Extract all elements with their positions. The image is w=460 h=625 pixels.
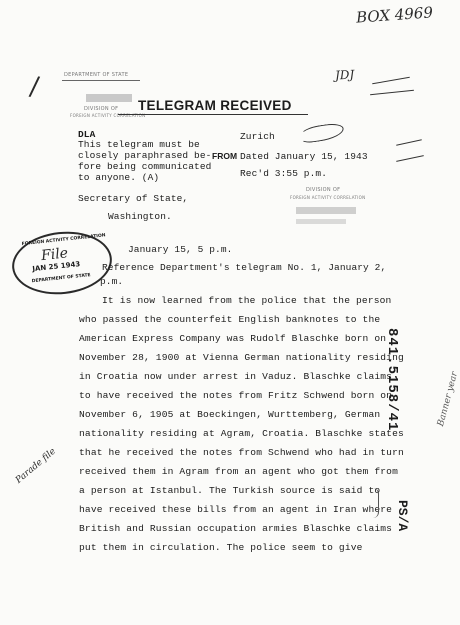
reference-line: Reference Department's telegram No. 1, January 2, [102,262,387,273]
address-line-1: Secretary of State, [78,193,189,204]
body-line-7: November 6, 1905 at Boeckingen, Wurttemberg, German [79,409,381,420]
file-stamp [9,227,115,299]
bracket-mark [370,488,379,518]
scribble-mark [299,122,345,144]
body-line-13: British and Russian occupation armies Blaschke claims [79,523,393,534]
file-number: 841.5158/41 [384,328,400,432]
received-line: Rec'd 3:55 p.m. [240,168,328,179]
top-stamp-line1: DEPARTMENT OF STATE [64,72,129,78]
reference-tail: p.m. [100,276,124,287]
margin-note-right: Banner year [436,370,460,428]
file-stamp-top: FOREIGN ACTIVITY CORRELATION [21,233,106,248]
body-line-2: who passed the counterfeit English banknotes to the [79,314,381,325]
body-line-9: that he received the notes from Schwend who had in turn [79,447,404,458]
message-date: January 15, 5 p.m. [128,244,233,255]
body-line-6: to have received the notes from Fritz Schwend born on [79,390,393,401]
strike-mark-3 [396,139,422,145]
right-stamp [290,185,374,225]
dated-line: Dated January 15, 1943 [240,151,368,162]
paraphrase-line-4: to anyone. (A) [78,172,160,183]
body-line-4: November 28, 1900 at Vienna German nationality residing [79,352,404,363]
body-line-5: in Croatia now under arrest in Vaduz. Blaschke claims [79,371,393,382]
telegram-title: TELEGRAM RECEIVED [138,98,292,113]
body-line-8: nationality residing at Agram, Croatia. Blaschke states [79,428,404,439]
body-line-14: put them in circulation. The police seem to give [79,542,363,553]
address-line-2: Washington. [108,211,172,222]
right-stamp-line1: DIVISION OF [306,187,341,193]
strike-mark-4 [396,155,424,162]
strike-mark-1 [372,77,410,85]
origin-city: Zurich [240,131,275,142]
from-label: FROM [212,151,238,161]
initials-annotation: JDJ [334,67,355,83]
paraphrase-line-1: This telegram must be [78,139,200,150]
strike-mark-2 [370,90,414,96]
telegram-code: DLA [78,129,96,140]
body-line-10: received them in Agram from an agent who got them from [79,466,398,477]
title-underline [118,114,308,115]
box-number-annotation: BOX 4969 [355,3,434,27]
body-line-1: It is now learned from the police that the person [102,295,392,306]
file-number-bottom: PS/A [395,500,410,532]
paraphrase-line-3: fore being communicated [78,161,212,172]
paraphrase-line-2: closely paraphrased be- [78,150,212,161]
body-line-12: have received these bills from an agent in Iran where [79,504,393,515]
right-stamp-line2: FOREIGN ACTIVITY CORRELATION [290,195,366,200]
body-line-3: American Express Company was Rudolf Blaschke born on [79,333,387,344]
file-stamp-bottom: DEPARTMENT OF STATE [31,273,91,285]
body-line-11: a person at Istanbul. The Turkish source is said to [79,485,381,496]
file-stamp-date: JAN 25 1943 [32,260,81,274]
top-stamp-line2: DIVISION OF [84,106,119,112]
side-mark: / [27,71,41,103]
top-stamp-line3: FOREIGN ACTIVITY CORRELATION [70,113,146,118]
margin-note-left: Parade file [14,446,58,486]
file-stamp-word: File [40,245,69,265]
